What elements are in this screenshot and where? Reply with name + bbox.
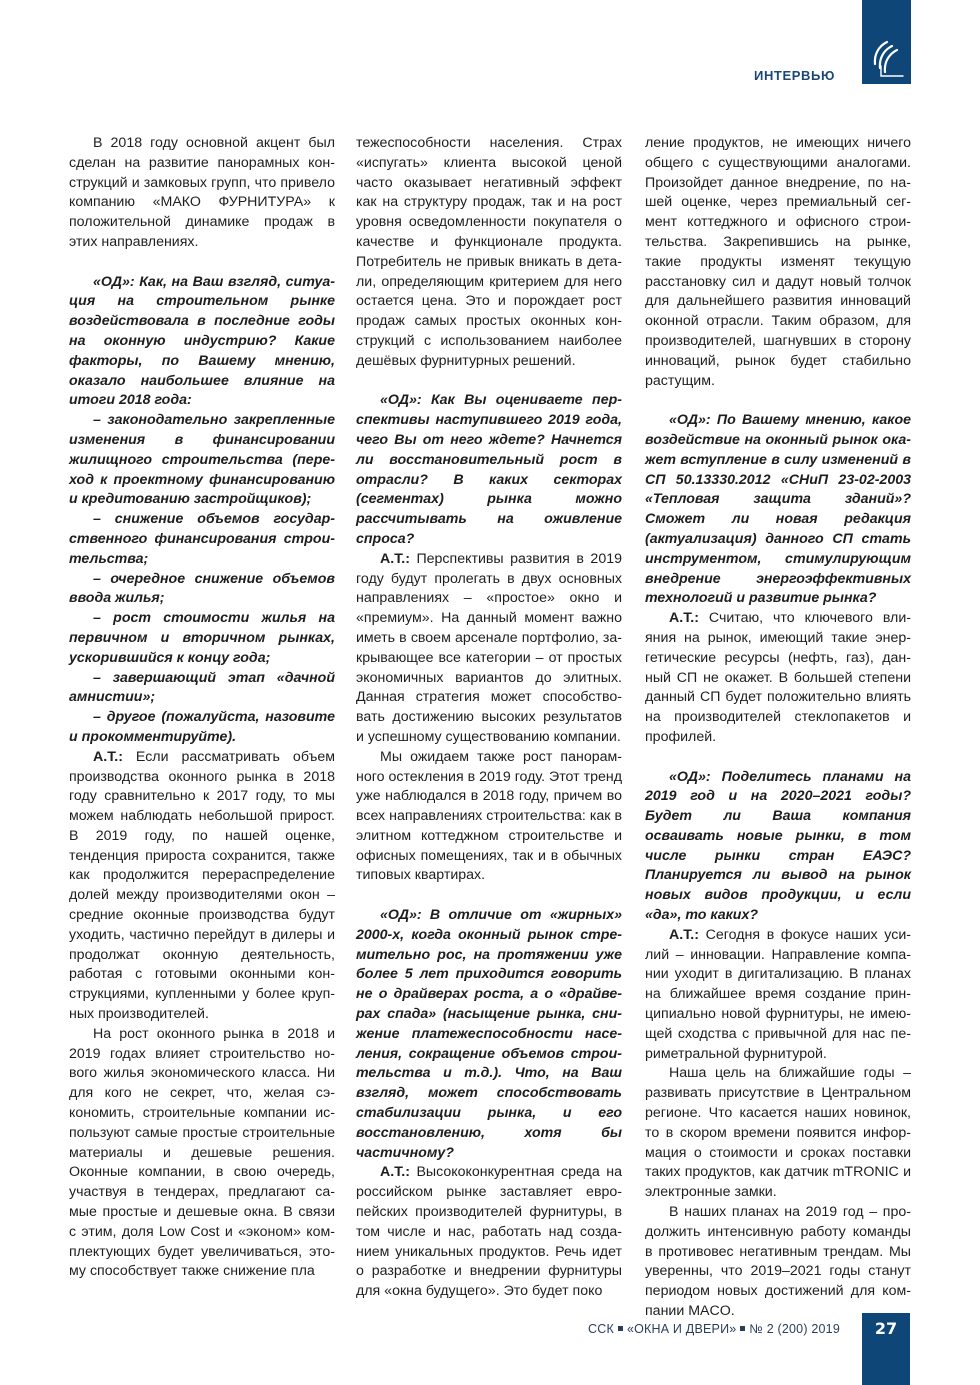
interview-question: «ОД»: В отличие от «жирных» 2000-х, когда оконный рынок стремительно рос, на протяжении уже более 5 лет приходится говорить не о драйверах роста, а о «драйверах спада» (насыщение рынка, снижение платежеспособности населения, сокращение объемов строительства и т.д.). Что, на Ваш взгляд, может способствовать стабилизации рынка, и его восстановлению, хотя бы частичному?: [356, 907, 622, 1161]
speaker-label: А.Т.:: [380, 550, 410, 567]
answer-text: Сегодня в фокусе наших усилий – инновации. Направление компании уходит в дигитализацию. В планах на ближайшее время создание принципиально новой фурнитуры, не имеющей сходства с привычной для нас периметральной фурнитурой.: [645, 926, 911, 1062]
page-number-bar: [862, 1313, 910, 1385]
paragraph: ление продуктов, не имеющих ничего общего с существующими аналогами. Произойдет данное внедрение, по нашей оценке, через премиальный сегмент коттеджного и офисного строительства. Закрепившись на рынке, такие продукты изменят текущую расстановку сил и дадут новый толчок для дальнейшего развития инноваций оконной отрасли. Таким образом, для производителей, шагнувших в сторону инноваций, рынок будет стабильно растущим.: [645, 135, 911, 389]
footer-issue: № 2 (200) 2019: [749, 1322, 840, 1336]
article-column-3: [645, 134, 911, 1322]
interview-question: «ОД»: Как Вы оцениваете перспективы наступившего 2019 года, чего Вы от него ждете? Начнется ли восстановительный рост в отрасли? В каких секторах (сегментах) рынка можно рассчитывать на оживление спроса?: [356, 392, 622, 547]
answer-text: Перспективы развития в 2019 году будут пролегать в двух основных направлениях – «простое» окно и «премиум». На данный момент важно иметь в своем арсенале портфолио, закрывающее все категории – от простых экономичных вариантов до элитных. Данная стратегия может способствовать достижению высоких результатов и успешному существованию компании.: [356, 550, 622, 745]
speaker-label: А.Т.:: [380, 1164, 410, 1181]
interview-answer: [645, 609, 911, 748]
interview-answer: [356, 550, 622, 748]
answer-text: Считаю, что ключевого влияния на рынок, имеющий такие энергетические ресурсы (нефть, газ), данный СП не окажет. В большей степени данный СП будет положительно влиять на производителей стеклопакетов и профилей.: [645, 610, 911, 745]
interview-question: «ОД»: Поделитесь планами на 2019 год и на 2020–2021 годы? Будет ли Ваша компания осваивать новые рынки, в том числе рынки стран ЕАЭС? Планируется ли вывод на рынок новых видов продукции, и если «да», то каких?: [645, 768, 911, 924]
speaker-label: А.Т.:: [93, 748, 123, 765]
interview-answer: [69, 748, 335, 1025]
paragraph: В 2018 году основной акцент был сделан на развитие панорамных конструкций и замковых групп, что привело компанию «МАКО ФУРНИТУРА» к положительной динамике продаж в этих направлениях.: [69, 135, 335, 250]
paragraph: тежеспособности населения. Страх «испугать» клиента высокой ценой часто оказывает негативный эффект как на структуру продаж, так и на рост уровня осведомленности покупателя о качестве и функционале продукта. Потребитель не привык вникать в детали, определяющим критерием для него остается цена. Это и порождает рост продаж самых простых оконных конструкций с использованием наиболее дешёвых фурнитурных решений.: [356, 135, 622, 369]
footer-publisher: ССК: [588, 1322, 614, 1336]
footer-magazine: «ОКНА И ДВЕРИ»: [626, 1322, 737, 1336]
paragraph: На рост оконного рынка в 2018 и 2019 годах влияет строительство нового жилья экономического класса. Ни для кого не секрет, что, желая сэкономить, строительные компании используют самые простые строительные материалы и дешевые решения. Оконные компании, в свою очередь, участвуя в тендерах, предлагают самые простые и дешевые окна. В связи с этим, доля Low Cost и «эконом» комплектующих будет увеличиваться, этому способствует также снижение пла: [69, 1025, 335, 1280]
separator-square-icon: [740, 1326, 745, 1331]
interview-answer: [356, 1163, 622, 1302]
header-accent-bar: [862, 0, 911, 84]
list-item: – другое (пожалуйста, назовите и прокомментируйте).: [69, 709, 335, 745]
section-label: ИНТЕРВЬЮ: [754, 68, 835, 83]
list-item: – снижение объемов государственного финансирования строительства;: [69, 511, 335, 567]
article-column-2: [356, 134, 622, 1302]
speaker-label: А.Т.:: [669, 610, 699, 627]
interview-question: «ОД»: Как, на Ваш взгляд, ситуация на строительном рынке воздействовала в последние годы на оконную индустрию? Какие факторы, по Вашему мнению, оказало наибольшее влияние на итоги 2018 года:: [69, 273, 335, 409]
answer-text: Если рассматривать объем производства оконного рынка в 2018 году сравнительно к 2017 году, то мы можем наблюдать небольшой прирост. В 2019 году, по нашей оценке, тенденция прироста сохранится, также как продолжится перераспределение долей между производителями окон – средние оконные производства будут уходить, частично перейдут в дилеры и продолжат оконную деятельность, работая с готовыми оконными конструкциями, купленными у более крупных производителей.: [69, 748, 335, 1023]
speaker-label: А.Т.:: [669, 926, 699, 943]
interview-answer: [645, 926, 911, 1065]
paragraph: Наша цель на ближайшие годы – развивать присутствие в Центральном регионе. Что касается наших новинок, то в скором времени появится информация о стоимости и сроках поставки таких продуктов, как датчик mTRONIC и электронные замки.: [645, 1065, 911, 1201]
article-column-1: [69, 134, 335, 1282]
interview-question: «ОД»: По Вашему мнению, какое воздействие на оконный рынок окажет вступление в силу изменений в СП 50.13330.2012 «СНиП 23-02-2003 «Тепловая защита зданий»? Сможет ли новая редакция (актуализация) данного СП стать инструментом, стимулирующим внедрение энергоэффективных технологий и развитие рынка?: [645, 412, 911, 607]
list-item: – рост стоимости жилья на первичном и вторичном рынках, ускорившийся к концу года;: [69, 610, 335, 666]
page-number: 27: [874, 1319, 898, 1338]
list-item: – завершающий этап «дачной амнистии»;: [69, 669, 335, 706]
list-item: – законодательно закрепленные изменения в финансировании жилищного строительства (переход к проектному финансированию и кредитованию застройщиков);: [69, 412, 335, 508]
answer-text: Высококонкурентная среда на российском рынке заставляет европейских производителей фурнитуры, в том числе и нас, работать над созданием уникальных продуктов. Речь идет о разработке и внедрении фурнитуры для «окна будущего». Это будет поко: [356, 1164, 622, 1300]
paragraph: В наших планах на 2019 год – продолжить интенсивную работу команды в противовес негативным трендам. Мы уверенны, что 2019–2021 годы станут периодом новых достижений для компании MACO.: [645, 1204, 911, 1320]
logo-icon: [869, 38, 905, 80]
footer-publication-info: [588, 1322, 840, 1336]
list-item: – очередное снижение объемов ввода жилья;: [69, 570, 335, 607]
separator-square-icon: [618, 1326, 623, 1331]
paragraph: Мы ожидаем также рост панорамного остекления в 2019 году. Этот тренд уже наблюдался в 2018 году, причем во всех направлениях строительства: как в элитном коттеджном строительстве и офисных помещениях, так и в обычных типовых квартирах.: [356, 748, 622, 884]
